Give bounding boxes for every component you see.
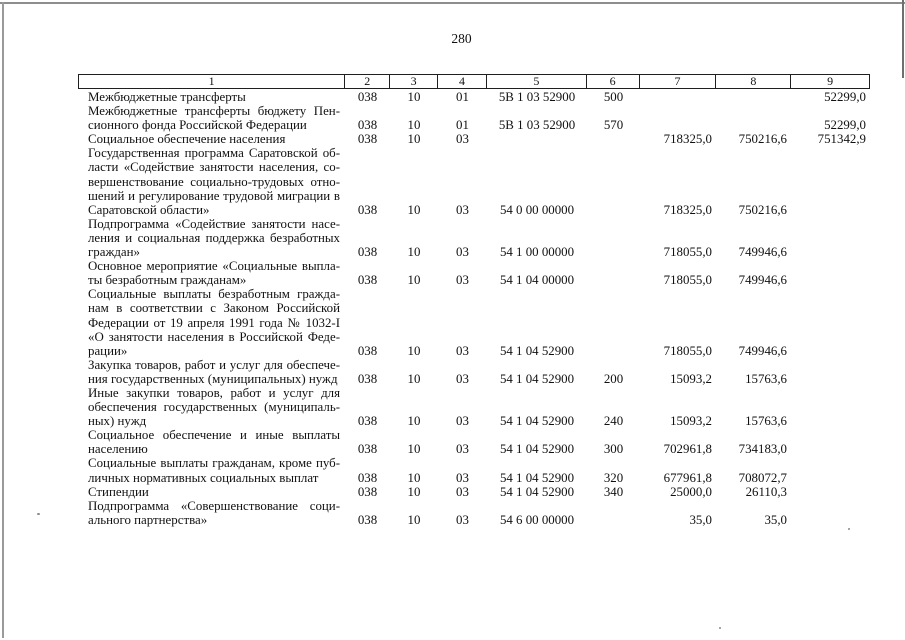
page-number: 280: [451, 31, 472, 46]
scan-speck: [848, 528, 850, 530]
row-value: 10: [407, 118, 421, 133]
row-label: [78, 132, 345, 146]
row-value: 038: [357, 132, 378, 147]
row-label-line: ных) нужд: [88, 414, 147, 429]
row-label: [78, 146, 345, 216]
row-label-line: Иные закупки товаров, работ и услуг для: [88, 385, 340, 400]
table-row: [78, 358, 870, 386]
row-value: 03: [456, 484, 469, 499]
table-row: [78, 386, 870, 428]
row-value: 52299,0: [824, 118, 866, 133]
row-label-line: ления и социальная поддержка безработных: [88, 230, 340, 245]
row-value: 10: [407, 442, 421, 457]
table-row: [78, 499, 870, 527]
row-value: 54 1 04 52900: [499, 414, 575, 429]
column-header: 2: [345, 75, 390, 88]
row-value: 10: [407, 245, 421, 260]
row-value: 749946,6: [738, 245, 787, 260]
row-value: 03: [456, 273, 469, 288]
row-label-line: Саратовской области»: [88, 202, 210, 217]
row-label-line: вершенствование социально-трудовых отно-: [88, 174, 340, 189]
row-label-line: ния государственных (муниципальных) нужд: [88, 371, 338, 386]
row-value: 03: [456, 442, 469, 457]
row-label-line: рации»: [88, 343, 128, 358]
row-value: 03: [456, 132, 469, 147]
row-label-line: Социальные выплаты безработным гражда-: [88, 287, 340, 302]
row-value: 03: [456, 202, 469, 217]
row-value: 01: [456, 118, 469, 133]
column-header: 4: [438, 75, 487, 88]
row-label-line: Стипендии: [88, 484, 149, 499]
row-value: 750216,6: [738, 202, 787, 217]
row-value: 15093,2: [670, 371, 712, 386]
row-label-line: сионного фонда Российской Федерации: [88, 118, 307, 133]
row-value: 749946,6: [738, 273, 787, 288]
column-header: 3: [390, 75, 438, 88]
row-label-line: ального партнерства»: [88, 512, 208, 527]
row-value: 54 1 04 52900: [499, 343, 575, 358]
row-value: 54 1 04 52900: [499, 484, 575, 499]
row-value: 54 0 00 00000: [499, 202, 575, 217]
row-value: 038: [357, 470, 378, 485]
table-row: [78, 428, 870, 456]
row-value: 10: [407, 202, 421, 217]
row-value: 15093,2: [670, 414, 712, 429]
row-value: 25000,0: [670, 484, 712, 499]
scan-speck: [719, 627, 721, 629]
row-label-line: Социальное обеспечение и иные выплаты: [88, 428, 340, 443]
row-label: [78, 104, 345, 132]
table-row: [78, 485, 870, 499]
row-value: 03: [456, 512, 469, 527]
row-value: 03: [456, 470, 469, 485]
row-value: 038: [357, 202, 378, 217]
row-value: 038: [357, 273, 378, 288]
row-label: [78, 499, 345, 527]
row-value: 35,0: [764, 512, 787, 527]
scan-edge-left: [2, 2, 4, 638]
row-value: 200: [603, 371, 624, 386]
table-body: [78, 89, 870, 527]
table-row: [78, 90, 870, 104]
row-value: 54 1 04 52900: [499, 371, 575, 386]
row-value: 54 1 04 52900: [499, 442, 575, 457]
row-value: 10: [407, 484, 421, 499]
table-row: [78, 146, 870, 216]
row-label: [78, 287, 345, 357]
row-value: 038: [357, 484, 378, 499]
scan-speck: [37, 513, 40, 515]
row-value: 54 1 00 00000: [499, 245, 575, 260]
row-value: 320: [603, 470, 624, 485]
table-row: [78, 456, 870, 484]
row-label-line: Федерации от 19 апреля 1991 года № 1032-I: [88, 315, 340, 330]
row-value: 10: [407, 512, 421, 527]
row-value: 038: [357, 343, 378, 358]
row-label: [78, 358, 345, 386]
row-value: 749946,6: [738, 343, 787, 358]
row-value: 038: [357, 512, 378, 527]
row-value: 570: [603, 118, 624, 133]
row-value: 300: [603, 442, 624, 457]
row-value: 10: [407, 371, 421, 386]
row-label-line: Государственная программа Саратовской об-: [88, 146, 340, 161]
table-header-row: [78, 74, 870, 89]
row-value: 718325,0: [663, 132, 712, 147]
row-value: 03: [456, 371, 469, 386]
row-value: 26110,3: [745, 484, 787, 499]
table-row: [78, 104, 870, 132]
row-label-line: «О занятости населения в Российской Феде-: [88, 329, 340, 344]
row-value: 15763,6: [745, 414, 787, 429]
row-value: 038: [357, 90, 378, 104]
row-label: [78, 90, 345, 104]
table-row: [78, 217, 870, 259]
row-value: 240: [603, 414, 624, 429]
row-label-line: шений и регулирование трудовой миграции в: [88, 188, 340, 203]
row-label-line: населению: [88, 442, 148, 457]
row-value: 03: [456, 414, 469, 429]
row-label-line: Межбюджетные трансферты: [88, 90, 246, 104]
row-value: 10: [407, 343, 421, 358]
row-label: [78, 485, 345, 499]
row-value: 751342,9: [817, 132, 866, 147]
row-value: 03: [456, 245, 469, 260]
scan-edge-top: [0, 2, 905, 4]
row-value: 038: [357, 245, 378, 260]
row-label-line: личных нормативных социальных выплат: [88, 470, 319, 485]
column-header: 8: [716, 75, 791, 88]
column-header: 5: [487, 75, 587, 88]
row-label: [78, 259, 345, 287]
row-value: 15763,6: [745, 371, 787, 386]
column-header: 1: [79, 75, 345, 88]
row-label: [78, 456, 345, 484]
row-label: [78, 217, 345, 259]
row-value: 10: [407, 470, 421, 485]
row-value: 677961,8: [663, 470, 712, 485]
row-label-line: обеспечения государственных (муниципаль-: [88, 400, 340, 415]
row-label-line: Закупка товаров, работ и услуг для обеспече-: [88, 357, 340, 372]
row-value: 718055,0: [663, 245, 712, 260]
row-label: [78, 428, 345, 456]
row-value: 718325,0: [663, 202, 712, 217]
row-value: 54 6 00 00000: [499, 512, 575, 527]
row-value: 5В 1 03 52900: [498, 118, 576, 133]
row-value: 750216,6: [738, 132, 787, 147]
row-value: 340: [603, 484, 624, 499]
row-value: 038: [357, 442, 378, 457]
row-value: 54 1 04 00000: [499, 273, 575, 288]
row-value: 03: [456, 343, 469, 358]
row-label-line: нам в соответствии с Законом Российской: [88, 301, 340, 316]
row-label-line: Подпрограмма «Совершенствование соци-: [88, 498, 340, 513]
row-value: 038: [357, 414, 378, 429]
row-label-line: Подпрограмма «Содействие занятости насе-: [88, 216, 340, 231]
row-value: 708072,7: [738, 470, 787, 485]
row-label-line: ласти «Содействие занятости населения, со-: [88, 160, 340, 175]
row-value: 35,0: [689, 512, 712, 527]
column-header: 6: [587, 75, 640, 88]
row-value: 10: [407, 273, 421, 288]
row-value: 038: [357, 371, 378, 386]
row-value: 10: [407, 132, 421, 147]
table-row: [78, 287, 870, 357]
row-label-line: Основное мероприятие «Социальные выпла-: [88, 259, 340, 274]
row-value: 01: [456, 90, 469, 104]
column-header: 9: [827, 74, 834, 88]
row-label-line: Межбюджетные трансферты бюджету Пен-: [88, 104, 340, 119]
row-value: 718055,0: [663, 273, 712, 288]
table-row: [78, 259, 870, 287]
table-row: [78, 132, 870, 146]
row-label-line: Социальное обеспечение населения: [88, 132, 286, 147]
row-value: 734183,0: [738, 442, 787, 457]
column-header: 7: [640, 75, 717, 88]
row-label-line: граждан»: [88, 245, 140, 260]
row-label-line: Социальные выплаты гражданам, кроме пуб-: [88, 456, 340, 471]
row-value: 500: [603, 90, 624, 104]
row-label-line: ты безработным гражданам»: [88, 273, 247, 288]
row-value: 5В 1 03 52900: [498, 90, 576, 104]
row-value: 54 1 04 52900: [499, 470, 575, 485]
budget-table: [78, 74, 870, 527]
row-value: 702961,8: [663, 442, 712, 457]
row-value: 10: [407, 414, 421, 429]
row-label: [78, 386, 345, 428]
row-value: 718055,0: [663, 343, 712, 358]
row-value: 10: [407, 90, 421, 104]
row-value: 52299,0: [824, 90, 866, 104]
row-value: 038: [357, 118, 378, 133]
